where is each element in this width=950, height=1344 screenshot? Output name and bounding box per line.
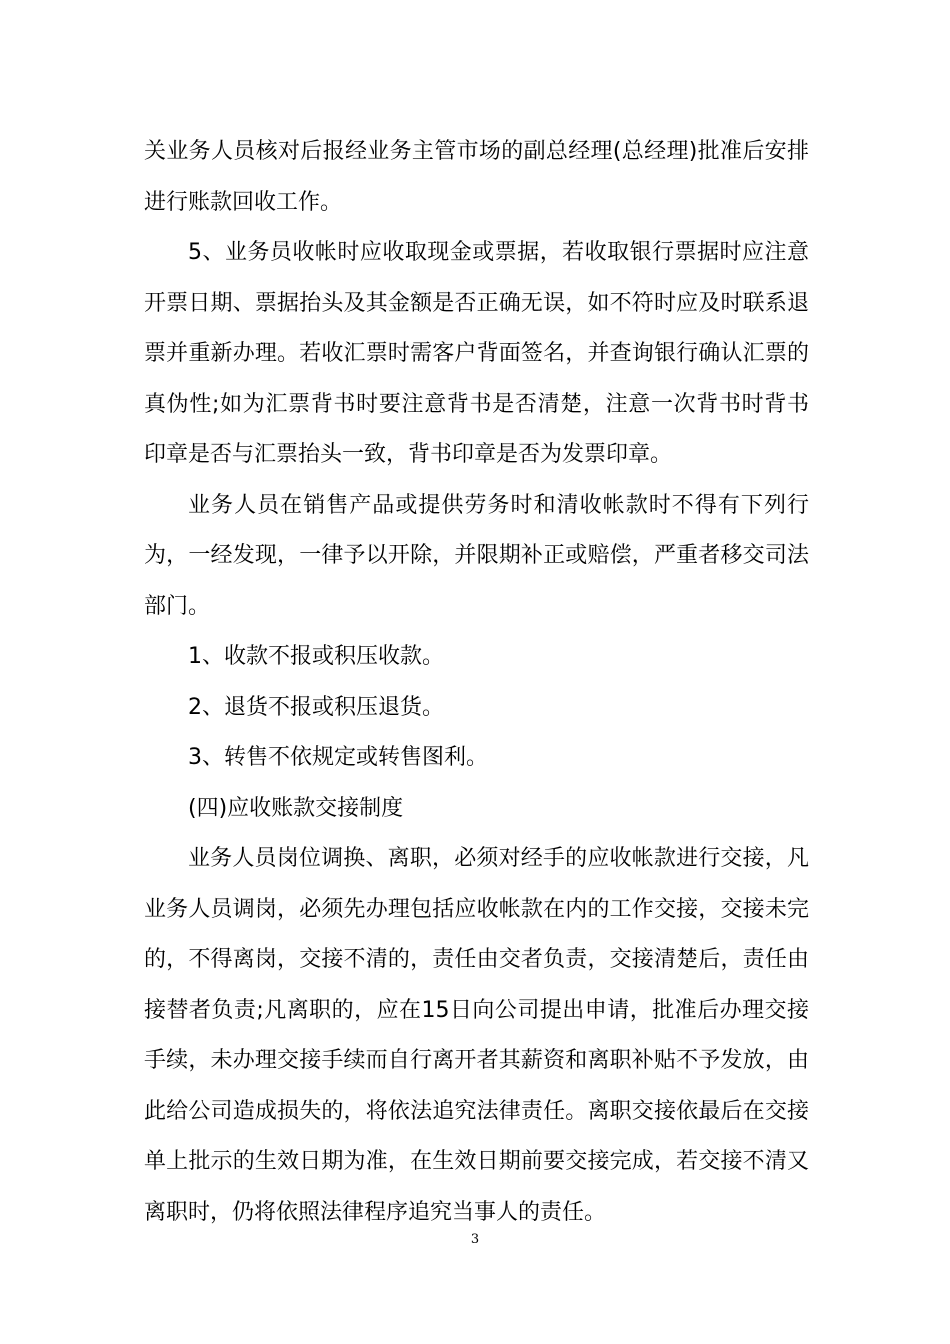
paragraph-continuation: 关业务人员核对后报经业务主管市场的副总经理(总经理)批准后安排进行账款回收工作。 xyxy=(144,139,809,215)
page-number: 3 xyxy=(470,1232,480,1247)
document-body xyxy=(144,127,809,1238)
paragraph-item-5: 5、业务员收帐时应收取现金或票据，若收取银行票据时应注意开票日期、票据抬头及其金额是否正确无误，如不符时应及时联系退票并重新办理。若收汇票时需客户背面签名，并查询银行确认汇票的真伪性;如为汇票背书时要注意背书是否清楚，注意一次背书时背书印章是否与汇票抬头一致，背书印章是否为发票印章。 xyxy=(144,240,809,467)
paragraph-handover: 业务人员岗位调换、离职，必须对经手的应收帐款进行交接，凡业务人员调岗，必须先办理包括应收帐款在内的工作交接，交接未完的，不得离岗，交接不清的，责任由交者负责，交接清楚后，责任由接替者负责;凡离职的，应在15日向公司提出申请，批准后办理交接手续，未办理交接手续而自行离开者其薪资和离职补贴不予发放，由此给公司造成损失的，将依法追究法律责任。离职交接依最后在交接单上批示的生效日期为准，在生效日期前要交接完成，若交接不清又离职时，仍将依照法律程序追究当事人的责任。 xyxy=(144,846,809,1225)
list-item-3: 3、转售不依规定或转售图利。 xyxy=(188,745,488,770)
section-heading: (四)应收账款交接制度 xyxy=(188,795,404,821)
list-item-2: 2、退货不报或积压退货。 xyxy=(188,694,444,720)
list-item-1: 1、收款不报或积压收款。 xyxy=(188,644,444,669)
paragraph-prohibited-behaviors: 业务人员在销售产品或提供劳务时和清收帐款时不得有下列行为，一经发现，一律予以开除，并限期补正或赔偿，严重者移交司法部门。 xyxy=(144,492,809,619)
